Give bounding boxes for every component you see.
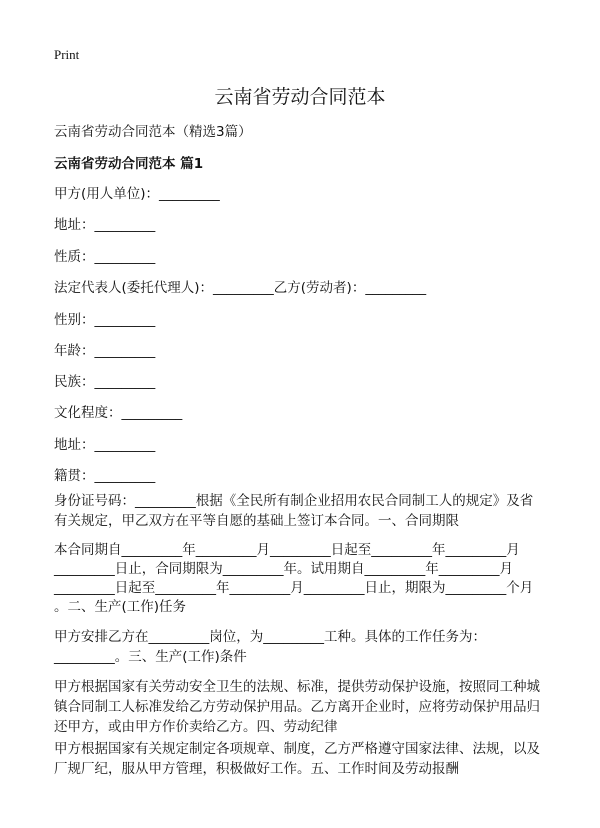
paragraph-line: 身份证号码：_________根据《全民所有制企业招用农民合同制工人的规定》及省 xyxy=(54,493,534,509)
paragraph-line: _________日止，合同期限为_________年。试用期自_________年_________月 xyxy=(54,561,513,577)
paragraph-line: 镇合同制工人标准发给乙方劳动保护用品。乙方离开企业时，应将劳动保护用品归 xyxy=(54,699,540,715)
paragraph-line: 。二、生产(工作)任务 xyxy=(54,599,187,615)
paragraph xyxy=(54,739,540,779)
paragraph-line: _________日起至_________年_________月_________日止，期限为_________个月 xyxy=(54,580,534,596)
paragraph-line: 厂规厂纪，服从甲方管理，积极做好工作。五、工作时间及劳动报酬 xyxy=(54,761,459,777)
paragraph xyxy=(54,677,540,737)
paragraph-line: _________。三、生产(工作)条件 xyxy=(54,649,247,665)
paragraph-line: 有关规定，甲乙双方在平等自愿的基础上签订本合同。一、合同期限 xyxy=(54,513,459,529)
form-field-line: 性别：_________ xyxy=(54,312,156,328)
paragraph xyxy=(54,627,486,667)
paragraph-line: 甲方安排乙方在_________岗位，为_________工种。具体的工作任务为： xyxy=(54,629,486,645)
form-field-line: 籍贯：_________ xyxy=(54,468,156,484)
paragraph-line: 甲方根据国家有关规定制定各项规章、制度，乙方严格遵守国家法律、法规，以及 xyxy=(54,741,540,757)
form-field-line: 民族：_________ xyxy=(54,374,156,390)
paragraph xyxy=(54,491,533,531)
form-field-line: 地址：_________ xyxy=(54,217,156,233)
paragraph-line: 甲方根据国家有关劳动安全卫生的法规、标准，提供劳动保护设施，按照同工种城 xyxy=(54,679,540,695)
print-link[interactable]: Print xyxy=(54,47,80,62)
document-title: 云南省劳动合同范本 xyxy=(214,86,386,108)
form-field-line: 文化程度：_________ xyxy=(54,405,183,421)
section-heading: 云南省劳动合同范本 篇1 xyxy=(54,156,204,172)
form-field-line: 性质：_________ xyxy=(54,249,156,265)
form-field-line: 年龄：_________ xyxy=(54,343,156,359)
form-field-line: 甲方(用人单位)：_________ xyxy=(54,186,220,202)
subtitle: 云南省劳动合同范本（精选3篇） xyxy=(54,124,252,140)
paragraph xyxy=(54,541,533,617)
form-field-line: 法定代表人(委托代理人)：_________乙方(劳动者)：_________ xyxy=(54,280,427,296)
paragraph-line: 还甲方，或由甲方作价卖给乙方。四、劳动纪律 xyxy=(54,719,338,735)
paragraph-line: 本合同期自_________年_________月_________日起至_________年_________月 xyxy=(54,542,520,558)
form-field-line: 地址：_________ xyxy=(54,437,156,453)
